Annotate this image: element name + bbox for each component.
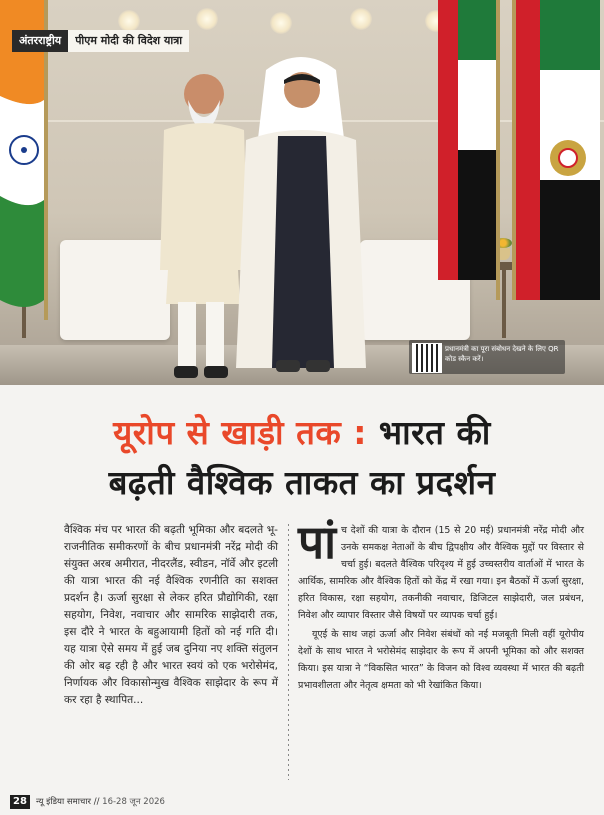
ceiling-light (196, 8, 218, 30)
qr-caption: प्रधानमंत्री का पूरा संबोधन देखने के लिए QR कोड स्कैन करें। (445, 345, 559, 363)
headline-line-1 (0, 409, 604, 454)
body-column (298, 515, 584, 696)
ceiling-light (118, 10, 140, 32)
body-paragraph-1-text: च देशों की यात्रा के दौरान (15 से 20 मई) प्रधानमंत्री नरेंद्र मोदी और उनके समकक्ष नेताओं के बीच द्विपक्षीय और वैश्विक मुद्दों पर विस्तार से चर्चा हुई। बदलते वैश्विक परिदृश्य में हुई उच्चस्तरीय वार्ताओं में भारत के आर्थिक, सामरिक और वैश्विक हितों को केंद्र में रखा गया। इन बैठकों में ऊर्जा सुरक्षा, हरित विकास, रक्षा सहयोग, तकनीकी नवाचार, डिजिटल साझेदारी, जल प्रबंधन, निवेश और व्यापार विस्तार जैसे विषयों पर व्यापक चर्चा हुई। (298, 525, 584, 621)
headline-line-2: बढ़ती वैश्विक ताकत का प्रदर्शन (108, 463, 496, 502)
uae-flag-emblem-icon (512, 0, 604, 300)
footer-separator: // (93, 797, 100, 807)
issue-date: 16-28 जून 2026 (102, 797, 165, 807)
section-tag (12, 30, 189, 52)
headline-accent: यूरोप से खाड़ी तक : (113, 413, 367, 452)
table-leg (502, 268, 506, 338)
uae-flag-icon (430, 0, 502, 300)
publication-name: न्यू इंडिया समाचार (36, 797, 92, 807)
footer-text (36, 795, 165, 809)
headline-rest: भारत की (366, 413, 491, 452)
ceiling-light (270, 12, 292, 34)
qr-box[interactable] (409, 340, 565, 374)
body-paragraph-1 (298, 515, 584, 624)
qr-code-icon[interactable] (412, 343, 442, 373)
page-number: 28 (10, 795, 30, 809)
ceiling-light (350, 8, 372, 30)
intro-paragraph: वैश्विक मंच पर भारत की बढ़ती भूमिका और बदलते भू-राजनीतिक समीकरणों के बीच प्रधानमंत्री नरेंद्र मोदी की संयुक्त अरब अमीरात, नीदरलैंड, स्वीडन, नॉर्वे और इटली की यात्रा भारत की नई वैश्विक रणनीति का सशक्त प्रदर्शन है। ऊर्जा सुरक्षा से लेकर हरित प्रौद्योगिकी, रक्षा सहयोग, निवेश, नवाचार और सामरिक साझेदारी तक, इस दौरे ने भारत के बहुआयामी हितों को नई गति दी। यह यात्रा ऐसे समय में हुई जब दुनिया नए शक्ति संतुलन की ओर बढ़ रही है और भारत स्वयं को एक भरोसेमंद, निर्णायक और विकासोन्मुख वैश्विक साझेदार के रूप में कर रहा है स्थापित... (64, 524, 278, 706)
section-topic: पीएम मोदी की विदेश यात्रा (68, 30, 189, 52)
dropcap: पां (298, 515, 337, 569)
footer (0, 789, 604, 815)
person-right (226, 50, 376, 382)
body-paragraph-2: यूएई के साथ जहां ऊर्जा और निवेश संबंधों को नई मजबूती मिली वहीं यूरोपीय देशों के साथ भारत ने भरोसेमंद साझेदार के रूप में अपनी भूमिका को और सशक्त किया। इस यात्रा ने “विकसित भारत” के विजन को विश्व व्यवस्था में भारत की बढ़ती प्रभावशीलता और नेतृत्व क्षमता को भी रेखांकित किया। (298, 629, 584, 691)
column-divider (288, 524, 289, 780)
section-category: अंतरराष्ट्रीय (12, 30, 68, 52)
hero-photo (0, 0, 604, 385)
